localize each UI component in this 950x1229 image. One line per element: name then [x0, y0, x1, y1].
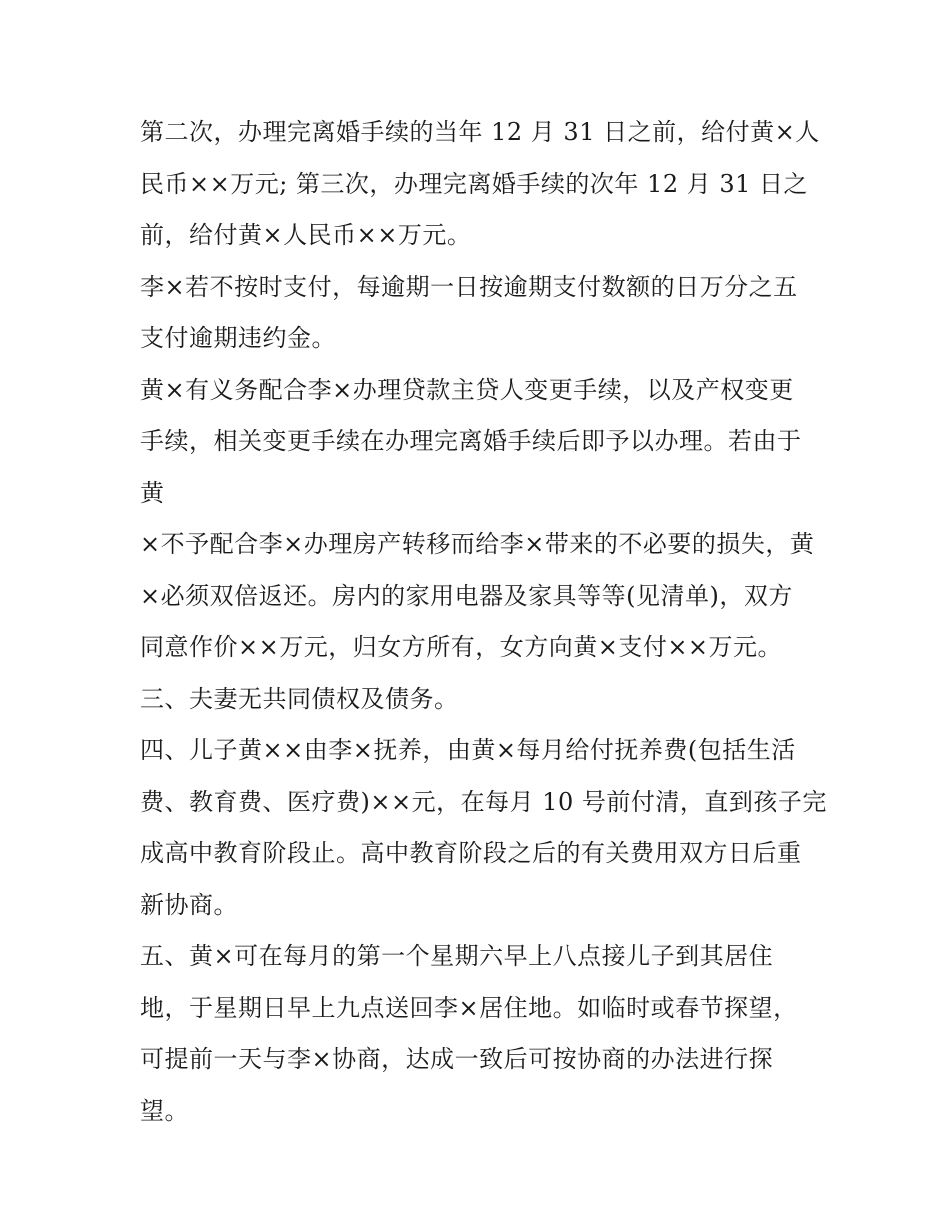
text-line: ×不予配合李×办理房产转移而给李×带来的不必要的损失，黄	[140, 530, 815, 558]
text-line: 手续，相关变更手续在办理完离婚手续后即予以办理。若由于	[140, 427, 802, 455]
document-body	[140, 107, 827, 1137]
text-line: 同意作价××万元，归女方所有，女方向黄×支付××万元。	[140, 633, 783, 661]
text-line: 黄×有义务配合李×办理贷款主贷人变更手续，以及产权变更	[140, 375, 794, 404]
text-line: 李×若不按时支付，每逾期一日按逾期支付数额的日万分之五	[140, 272, 798, 301]
text-line: 三、夫妻无共同债权及债务。	[140, 684, 459, 713]
text-line: ×必须双倍返还。房内的家用电器及家具等等(见清单)，双方	[140, 581, 793, 610]
text-line: 地，于星期日早上九点送回李×居住地。如临时或春节探望，	[140, 993, 798, 1022]
text-line: 支付逾期违约金。	[140, 324, 336, 352]
text-line: 费、教育费、医疗费)××元，在每月 10 号前付清，直到孩子完	[140, 787, 827, 816]
text-line: 望。	[140, 1096, 189, 1125]
text-line: 新协商。	[140, 890, 238, 919]
text-line: 成高中教育阶段止。高中教育阶段之后的有关费用双方日后重	[140, 839, 802, 867]
text-line: 可提前一天与李×协商，达成一致后可按协商的办法进行探	[140, 1045, 774, 1073]
text-line: 四、儿子黄××由李×抚养，由黄×每月给付抚养费(包括生活	[140, 736, 796, 764]
text-line: 民币××万元; 第三次，办理完离婚手续的次年 12 月 31 日之	[140, 169, 809, 198]
text-line: 黄	[140, 478, 165, 507]
text-line: 五、黄×可在每月的第一个星期六早上八点接儿子到其居住	[140, 942, 774, 970]
text-line: 第二次，办理完离婚手续的当年 12 月 31 日之前，给付黄×人	[140, 118, 820, 146]
text-line: 前，给付黄×人民币××万元。	[140, 221, 472, 249]
